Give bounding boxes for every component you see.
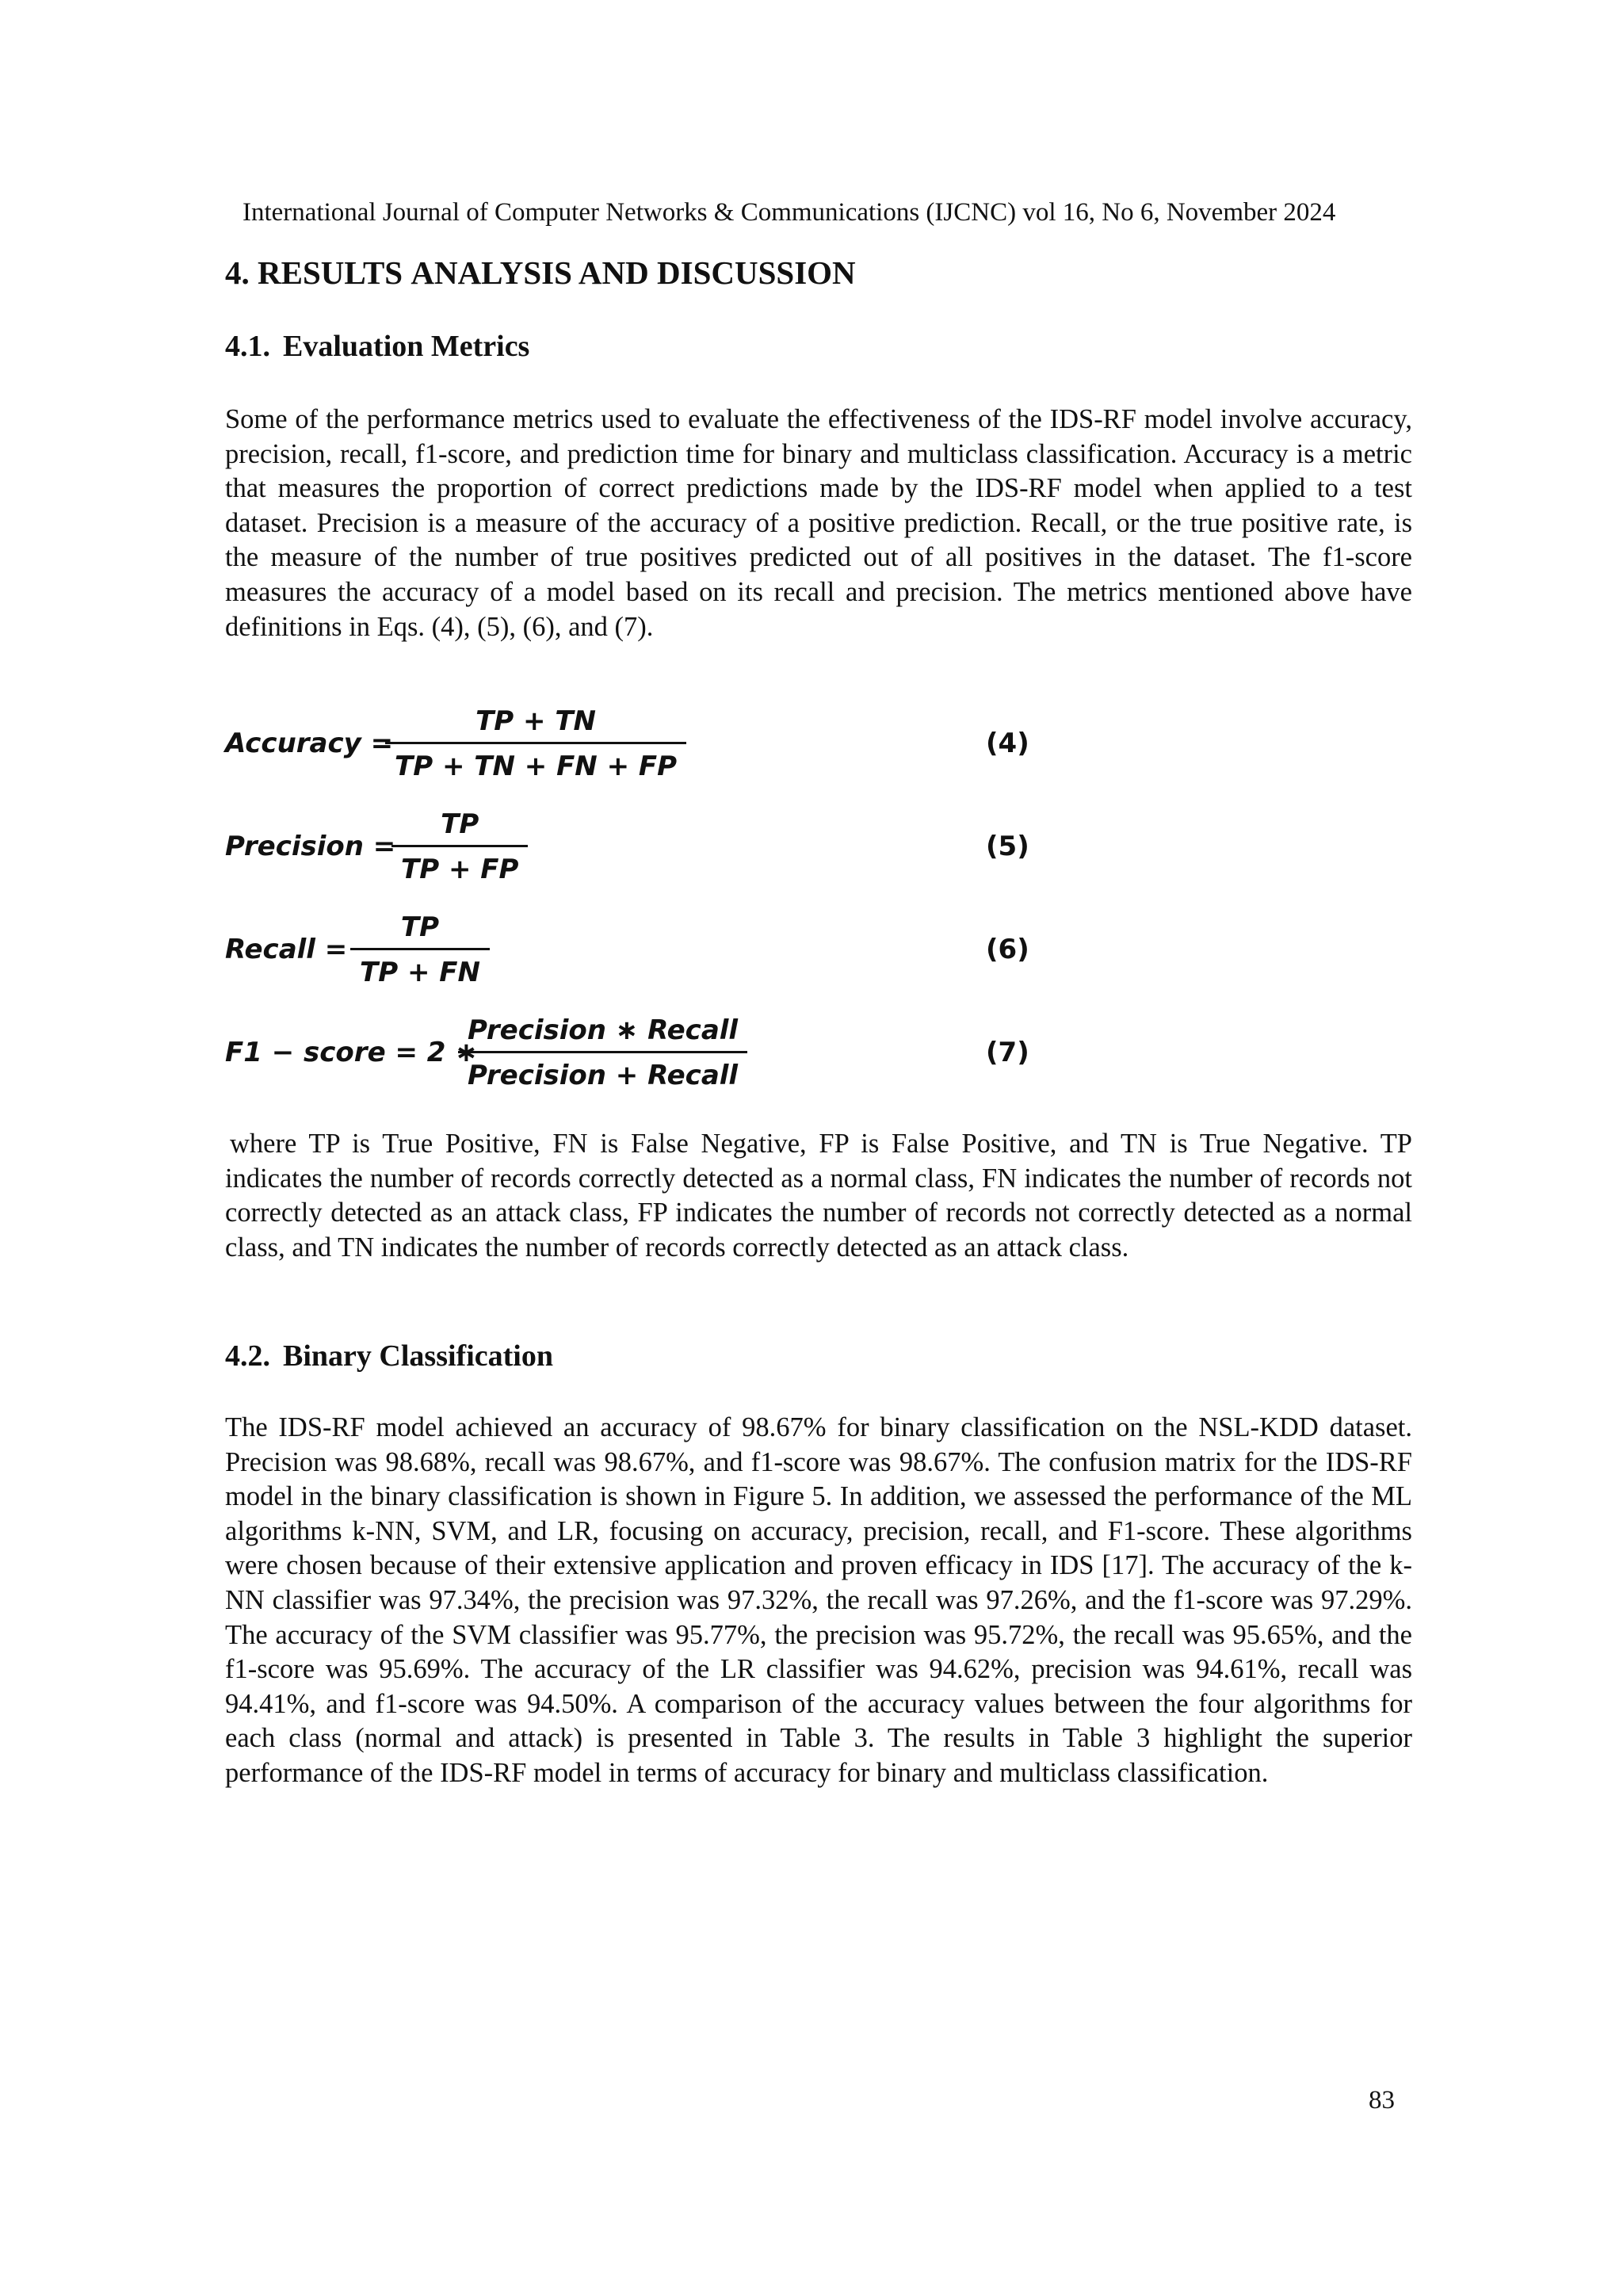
equation-numerator: TP xyxy=(350,911,490,950)
equation-number: (6) xyxy=(986,934,1029,965)
subsection-number: 4.1. xyxy=(225,330,270,363)
equation-recall xyxy=(225,911,1097,999)
section-title xyxy=(225,252,856,293)
equation-lhs: F1 − score = 2 ∗ xyxy=(225,1037,478,1068)
section-title-text: RESULTS ANALYSIS AND DISCUSSION xyxy=(258,254,856,291)
subsection-title-binary-classification xyxy=(225,1336,553,1376)
equation-fraction xyxy=(458,1014,747,1091)
equation-denominator: TP + FN xyxy=(360,957,480,988)
equation-lhs: Recall = xyxy=(225,934,348,965)
equation-f1-score xyxy=(225,1014,1097,1102)
page-number: 83 xyxy=(1369,2086,1395,2115)
running-header: International Journal of Computer Networks & Communications (IJCNC) vol 16, No 6, November 2024 xyxy=(242,198,1336,227)
equation-fraction xyxy=(391,808,528,885)
equation-numerator: TP + TN xyxy=(385,705,686,744)
equation-precision xyxy=(225,808,1097,896)
subsection-number: 4.2. xyxy=(225,1339,270,1373)
equation-lhs: Precision = xyxy=(225,831,396,862)
paragraph-binary-classification: The IDS-RF model achieved an accuracy of 98.67% for binary classification on the NSL-KDD dataset. Precision was 98.68%, recall was 98.67%, and f1-score was 98.67%. The confusion matrix for the IDS-RF model in the binary classification is shown in Figure 5. In addition, we assessed the performance of the ML algorithms k-NN, SVM, and LR, focusing on accuracy, precision, recall, and F1-score. These algorithms were chosen because of their extensive application and proven efficacy in IDS [17]. The accuracy of the k-NN classifier was 97.34%, the precision was 97.32%, the recall was 97.26%, and the f1-score was 97.29%. The accuracy of the SVM classifier was 95.77%, the precision was 95.72%, the recall was 95.65%, and the f1-score was 95.69%. The accuracy of the LR classifier was 94.62%, precision was 94.61%, recall was 94.41%, and f1-score was 94.50%. A comparison of the accuracy values between the four algorithms for each class (normal and attack) is presented in Table 3. The results in Table 3 highlight the superior performance of the IDS-RF model in terms of accuracy for binary and multiclass classification. xyxy=(225,1412,1412,1788)
equation-numerator: Precision ∗ Recall xyxy=(458,1014,747,1053)
paragraph-metric-definitions: where TP is True Positive, FN is False Negative, FP is False Positive, and TN is True Negative. TP indicates the number of records correctly detected as a normal class, FN indicates the number of records not correctly detected as an attack class, FP indicates the number of records not correctly detected as a normal class, and TN indicates the number of records correctly detected as an attack class. xyxy=(225,1129,1412,1263)
subsection-title-text: Evaluation Metrics xyxy=(283,330,530,363)
equation-lhs: Accuracy = xyxy=(225,728,394,759)
subsection-title-text: Binary Classification xyxy=(283,1339,553,1373)
equation-number: (7) xyxy=(986,1037,1029,1068)
equation-number: (5) xyxy=(986,831,1029,862)
equation-fraction xyxy=(350,911,490,988)
subsection-title-evaluation-metrics xyxy=(225,327,529,366)
equation-denominator: TP + TN + FN + FP xyxy=(395,751,678,782)
equation-number: (4) xyxy=(986,728,1029,759)
equation-fraction xyxy=(385,705,686,782)
equation-denominator: Precision + Recall xyxy=(468,1060,739,1091)
equation-denominator: TP + FP xyxy=(401,854,519,885)
section-number: 4. xyxy=(225,254,250,291)
paragraph-evaluation-metrics: Some of the performance metrics used to evaluate the effectiveness of the IDS-RF model involve accuracy, precision, recall, f1-score, and prediction time for binary and multiclass classification. Accuracy is a metric that measures the proportion of correct predictions made by the IDS-RF model when applied to a test dataset. Precision is a measure of the accuracy of a positive prediction. Recall, or the true positive rate, is the measure of the number of true positives predicted out of all positives in the dataset. The f1-score measures the accuracy of a model based on its recall and precision. The metrics mentioned above have definitions in Eqs. (4), (5), (6), and (7). xyxy=(225,404,1412,642)
equation-accuracy xyxy=(225,705,1097,793)
equation-numerator: TP xyxy=(391,808,528,847)
